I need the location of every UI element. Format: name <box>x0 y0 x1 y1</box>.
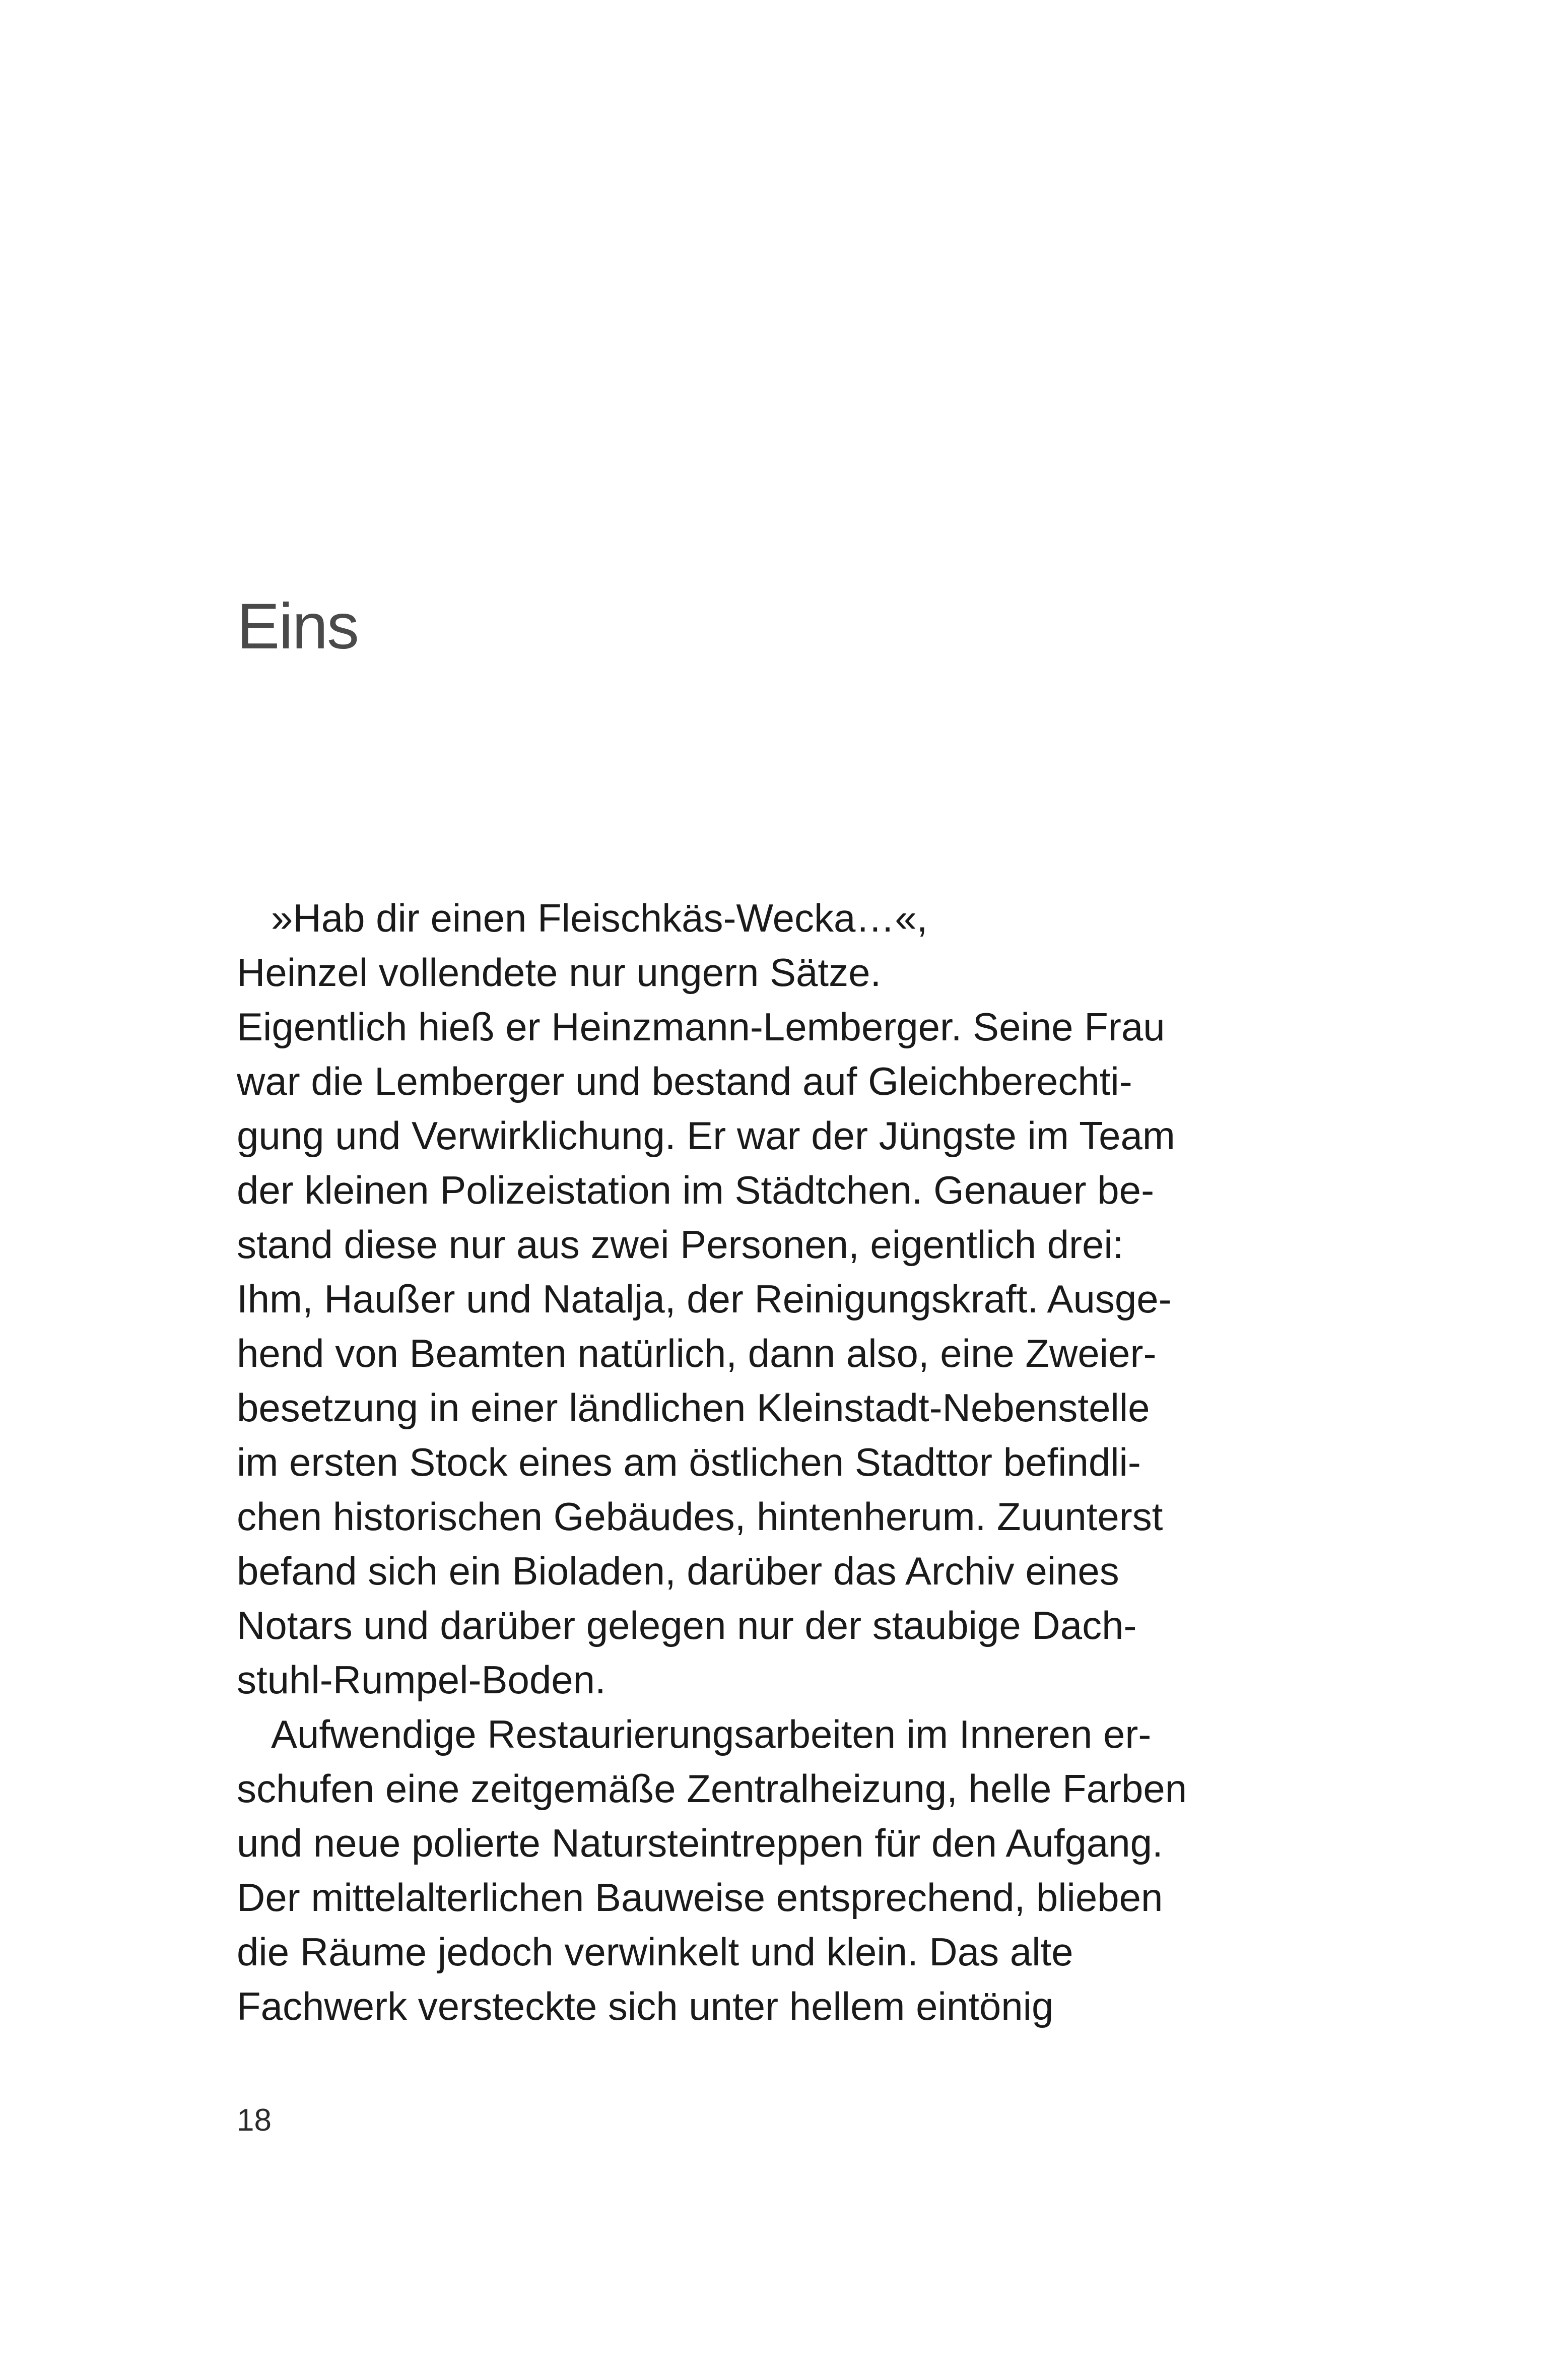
text-line: im ersten Stock eines am östlichen Stadttor befindli- <box>237 1440 1141 1484</box>
text-line: Aufwendige Restaurierungsarbeiten im Inneren er- <box>271 1712 1152 1756</box>
text-line: »Hab dir einen Fleischkäs-Wecka…«, <box>271 896 928 940</box>
text-line: chen historischen Gebäudes, hintenherum. Zuunterst <box>237 1494 1163 1539</box>
text-line: der kleinen Polizeistation im Städtchen. Genauer be- <box>237 1168 1155 1212</box>
text-line: Heinzel vollendete nur ungern Sätze. <box>237 950 882 995</box>
page-number: 18 <box>237 2103 272 2138</box>
text-line: Ihm, Haußer und Natalja, der Reinigungskraft. Ausge- <box>237 1277 1172 1321</box>
text-line: Notars und darüber gelegen nur der staubige Dach- <box>237 1603 1137 1647</box>
body-text <box>237 891 1295 2033</box>
text-line: befand sich ein Bioladen, darüber das Archiv eines <box>237 1549 1119 1593</box>
text-line: besetzung in einer ländlichen Kleinstadt-Nebenstelle <box>237 1385 1150 1430</box>
text-line: gung und Verwirklichung. Er war der Jüngste im Team <box>237 1113 1175 1158</box>
text-line: die Räume jedoch verwinkelt und klein. Das alte <box>237 1930 1073 1974</box>
text-line: Eigentlich hieß er Heinzmann-Lemberger. Seine Frau <box>237 1005 1165 1049</box>
text-line: Fachwerk versteckte sich unter hellem eintönig <box>237 1984 1054 2028</box>
text-line: stand diese nur aus zwei Personen, eigentlich drei: <box>237 1222 1124 1267</box>
text-line: stuhl-Rumpel-Boden. <box>237 1658 606 1702</box>
text-line: schufen eine zeitgemäße Zentralheizung, helle Farben <box>237 1766 1187 1811</box>
text-line: hend von Beamten natürlich, dann also, eine Zweier- <box>237 1331 1157 1375</box>
text-line: und neue polierte Natursteintreppen für den Aufgang. <box>237 1821 1163 1865</box>
chapter-title: Eins <box>237 590 358 663</box>
text-line: war die Lemberger und bestand auf Gleichberechti- <box>237 1059 1132 1103</box>
text-line: Der mittelalterlichen Bauweise entsprechend, blieben <box>237 1875 1163 1920</box>
